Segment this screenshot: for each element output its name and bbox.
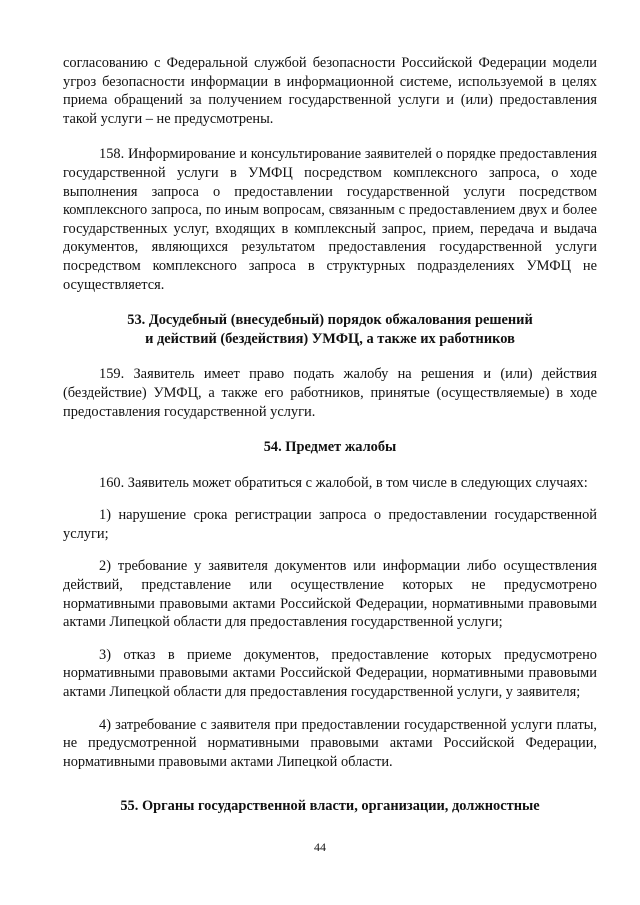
section-heading-55: 55. Органы государственной власти, организации, должностные xyxy=(120,798,540,815)
page-number: 44 xyxy=(314,840,326,854)
section-heading-53 xyxy=(63,311,597,348)
paragraph-159: 159. Заявитель имеет право подать жалобу на решения и (или) действия (бездействие) УМФЦ, а также его работников, принятые (осуществляемые) в ходе предоставления государственной услуги. xyxy=(63,366,597,420)
heading-53-line-1: 53. Досудебный (внесудебный) порядок обжалования решений xyxy=(127,312,533,329)
paragraph-continued: согласованию с Федеральной службой безопасности Российской Федерации модели угроз безопасности информации в информационной системе, используемой в целях приема обращений за получением государственной услуги и (или) предоставления такой услуги – не предусмотрены. xyxy=(63,55,597,127)
list-item-3: 3) отказ в приеме документов, предоставление которых предусмотрено нормативными правовыми актами Российской Федерации, нормативными правовыми актами Липецкой области для предоставления государственной услуги, у заявителя; xyxy=(63,646,597,701)
page-body xyxy=(63,54,597,816)
paragraph-158: 158. Информирование и консультирование заявителей о порядке предоставления государственной услуги в УМФЦ посредством комплексного запроса, о ходе выполнения запроса о предоставлении государственной услуги посредством комплексного запроса, по иным вопросам, связанным с предоставлением двух и более государственных услуг, входящих в комплексный запрос, прием, передача и выдача документов, являющихся результатом предоставления государственной услуги посредством комплексного запроса в структурных подразделениях УМФЦ не осуществляется. xyxy=(63,146,597,293)
list-item-1: 1) нарушение срока регистрации запроса о предоставлении государственной услуги; xyxy=(63,507,597,542)
paragraph-160: 160. Заявитель может обратиться с жалобой, в том числе в следующих случаях: xyxy=(99,474,588,491)
list-item-2: 2) требование у заявителя документов или информации либо осуществления действий, представление или осуществление которых не предусмотрено нормативными правовыми актами Российской Федерации, нормативными правовыми актами Липецкой области для предоставления государственной услуги; xyxy=(63,558,597,631)
heading-53-line-2: и действий (бездействия) УМФЦ, а также их работников xyxy=(145,330,515,347)
section-heading-54: 54. Предмет жалобы xyxy=(263,439,397,456)
list-item-4: 4) затребование с заявителя при предоставлении государственной услуги платы, не предусмотренной нормативными правовыми актами Российской Федерации, нормативными правовыми актами Липецкой области. xyxy=(63,716,597,770)
